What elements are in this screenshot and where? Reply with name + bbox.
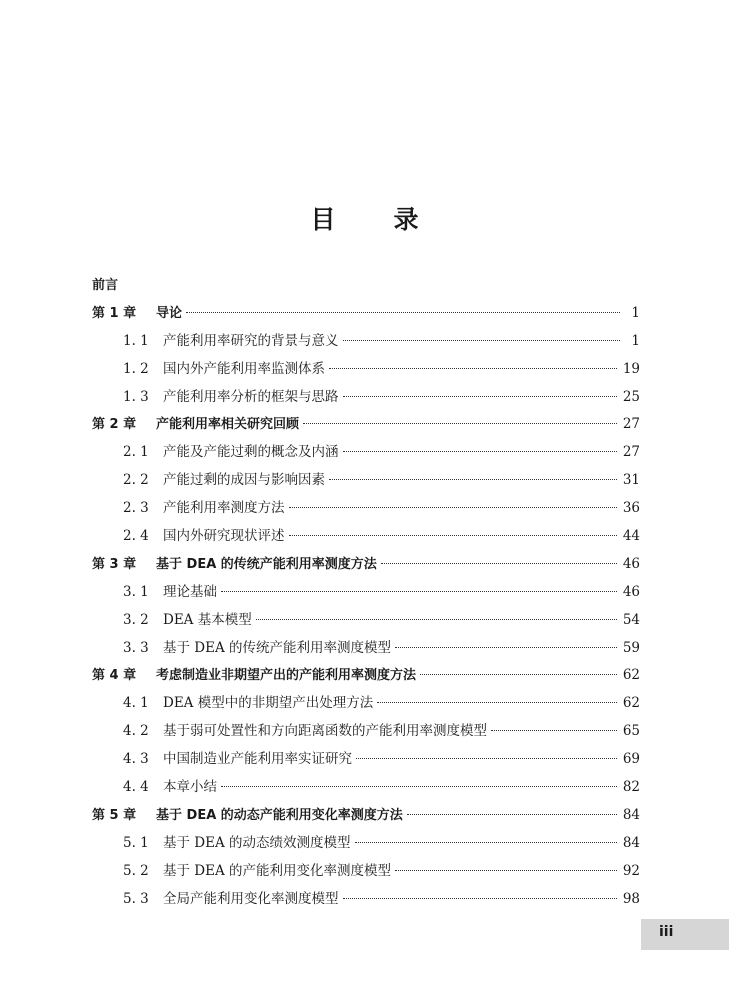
toc-entry-page: 1	[631, 304, 640, 321]
toc-dot-leader	[343, 898, 617, 899]
toc-entry-page: 44	[622, 528, 640, 545]
toc-section-entry[interactable]	[92, 886, 640, 914]
toc-entry-title: 产能及产能过剩的概念及内涵	[163, 444, 339, 461]
toc-entry-page: 62	[622, 667, 640, 684]
toc-entry-number: 2. 4	[123, 528, 149, 545]
toc-entry-number: 4. 3	[123, 751, 149, 768]
toc-entry-number: 3. 1	[123, 583, 149, 600]
toc-dot-leader	[395, 647, 617, 648]
toc-entry-title: 基于 DEA 的产能利用变化率测度模型	[163, 862, 392, 879]
toc-entry-title: 国内外产能利用率监测体系	[163, 360, 325, 377]
toc-section-entry[interactable]	[92, 439, 640, 467]
toc-section-entry[interactable]	[92, 830, 640, 858]
toc-section-entry[interactable]	[92, 467, 640, 495]
toc-dot-leader	[289, 507, 617, 508]
toc-entry-page: 84	[622, 834, 640, 851]
toc-entry-number: 4. 2	[123, 723, 149, 740]
toc-entry-page: 98	[622, 890, 640, 907]
toc-entry-title: 产能利用率相关研究回顾	[156, 417, 300, 433]
toc-entry-number: 2. 2	[123, 472, 149, 489]
toc-entry-page: 69	[622, 751, 640, 768]
page-number-tab	[641, 919, 729, 950]
toc-entry-number: 2. 1	[123, 444, 149, 461]
toc-section-entry[interactable]	[92, 774, 640, 802]
toc-entry-number: 3. 2	[123, 611, 149, 628]
toc-section-entry[interactable]	[92, 635, 640, 663]
toc-entry-page: 27	[622, 416, 640, 433]
title-char-2: 录	[393, 205, 419, 234]
toc-entry-title: 基于 DEA 的传统产能利用率测度方法	[156, 556, 377, 572]
toc-entry-title: 基于 DEA 的动态绩效测度模型	[163, 834, 351, 851]
toc-entry-number: 第 3 章	[92, 556, 137, 572]
toc-dot-leader	[221, 786, 617, 787]
toc-dot-leader	[420, 674, 617, 675]
toc-entry-number: 第 1 章	[92, 305, 137, 321]
toc-entry-page: 36	[622, 500, 640, 517]
toc-entry-title: 产能利用率测度方法	[163, 500, 285, 517]
title-char-1: 目	[310, 205, 336, 234]
toc-entry-number: 5. 2	[123, 862, 149, 879]
toc-dot-leader	[381, 563, 617, 564]
toc-dot-leader	[356, 758, 617, 759]
toc-dot-leader	[355, 842, 617, 843]
toc-entry-number: 2. 3	[123, 500, 149, 517]
toc-dot-leader	[491, 730, 617, 731]
toc-section-entry[interactable]	[92, 356, 640, 384]
toc-entry-title: 产能利用率研究的背景与意义	[163, 332, 339, 349]
toc-dot-leader	[377, 702, 617, 703]
toc-dot-leader	[256, 619, 617, 620]
toc-dot-leader	[303, 423, 617, 424]
toc-entry-title: 基于弱可处置性和方向距离函数的产能利用率测度模型	[163, 723, 487, 740]
toc-entry-number: 第 5 章	[92, 807, 137, 823]
toc-chapter-entry[interactable]	[92, 662, 640, 690]
toc-entry-title: 国内外研究现状评述	[163, 528, 285, 545]
toc-section-entry[interactable]	[92, 690, 640, 718]
toc-chapter-entry[interactable]	[92, 551, 640, 579]
toc-entry-number: 第 4 章	[92, 668, 137, 684]
toc-section-entry[interactable]	[92, 607, 640, 635]
toc-chapter-entry[interactable]	[92, 802, 640, 830]
toc-entry-title: 基于 DEA 的动态产能利用变化率测度方法	[156, 807, 403, 823]
toc-section-entry[interactable]	[92, 523, 640, 551]
toc-entry-title: 中国制造业产能利用率实证研究	[163, 751, 352, 768]
toc-dot-leader	[395, 870, 617, 871]
toc-entry-title: 全局产能利用变化率测度模型	[163, 890, 339, 907]
toc-dot-leader	[343, 340, 621, 341]
toc-dot-leader	[329, 368, 617, 369]
toc-section-entry[interactable]	[92, 384, 640, 412]
toc-entry-page: 84	[622, 806, 640, 823]
toc-dot-leader	[329, 479, 617, 480]
toc-entry-number: 1. 2	[123, 360, 149, 377]
toc-entry-number: 5. 3	[123, 890, 149, 907]
page-title	[0, 200, 729, 236]
toc-entry-page: 46	[622, 583, 640, 600]
toc-entry-number: 1. 3	[123, 388, 149, 405]
toc-section-entry[interactable]	[92, 858, 640, 886]
toc-entry-title: DEA 模型中的非期望产出处理方法	[163, 695, 374, 712]
toc-entry-number: 1. 1	[123, 332, 149, 349]
toc-entry-number: 4. 1	[123, 695, 149, 712]
toc-entry-page: 25	[622, 388, 640, 405]
toc-entry-page: 1	[631, 332, 640, 349]
toc-entry-page: 27	[622, 444, 640, 461]
toc-entry-title: 导论	[156, 305, 183, 321]
toc-entries	[92, 300, 640, 914]
toc-entry-page: 19	[622, 360, 640, 377]
toc-chapter-entry[interactable]	[92, 300, 640, 328]
toc-entry-page: 82	[622, 779, 640, 796]
toc-dot-leader	[343, 396, 617, 397]
toc-entry-title: 理论基础	[163, 583, 217, 600]
page-number: iii	[659, 924, 674, 940]
toc-section-entry[interactable]	[92, 746, 640, 774]
toc-entry-page: 62	[622, 695, 640, 712]
toc-chapter-entry[interactable]	[92, 411, 640, 439]
toc-dot-leader	[407, 814, 617, 815]
toc-entry-page: 59	[622, 639, 640, 656]
toc-preface[interactable]	[92, 272, 640, 300]
toc-entry-page: 54	[622, 611, 640, 628]
toc-entry-page: 31	[622, 472, 640, 489]
toc-section-entry[interactable]	[92, 328, 640, 356]
toc-entry-page: 46	[622, 555, 640, 572]
toc-entry-title: DEA 基本模型	[163, 611, 252, 628]
toc-entry-number: 5. 1	[123, 834, 149, 851]
toc-entry-title: 考虑制造业非期望产出的产能利用率测度方法	[156, 668, 417, 684]
toc-dot-leader	[186, 312, 620, 313]
toc-preface-label: 前言	[92, 278, 119, 293]
toc-section-entry[interactable]	[92, 718, 640, 746]
table-of-contents	[92, 272, 640, 913]
toc-section-entry[interactable]	[92, 495, 640, 523]
toc-entry-number: 3. 3	[123, 639, 149, 656]
toc-entry-page: 65	[622, 723, 640, 740]
toc-entry-title: 产能过剩的成因与影响因素	[163, 472, 325, 489]
toc-entry-title: 产能利用率分析的框架与思路	[163, 388, 339, 405]
toc-entry-title: 基于 DEA 的传统产能利用率测度模型	[163, 639, 392, 656]
toc-dot-leader	[289, 535, 617, 536]
toc-entry-title: 本章小结	[163, 779, 217, 796]
toc-section-entry[interactable]	[92, 579, 640, 607]
toc-dot-leader	[343, 451, 617, 452]
toc-entry-page: 92	[622, 862, 640, 879]
toc-dot-leader	[221, 591, 617, 592]
toc-entry-number: 4. 4	[123, 779, 149, 796]
toc-entry-number: 第 2 章	[92, 417, 137, 433]
